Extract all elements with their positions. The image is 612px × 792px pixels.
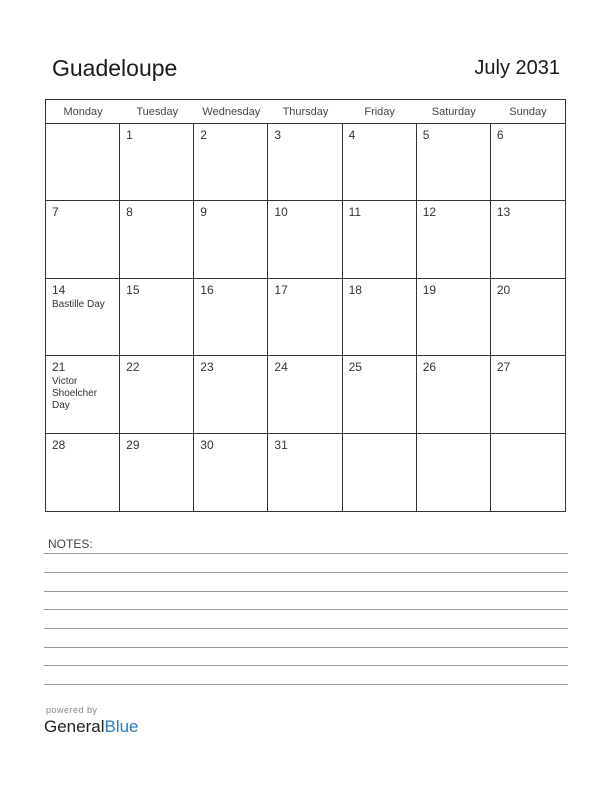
day-number: 21 [52,360,66,375]
day-cell [343,124,417,201]
brand-logo [44,717,139,737]
brand-general: General [44,717,105,736]
day-cell [194,201,268,278]
notes-line [44,684,568,685]
day-cell [491,279,565,356]
day-number: 31 [274,437,288,452]
day-number: 10 [274,205,288,220]
day-number: 15 [126,282,140,297]
day-cell [120,201,194,278]
day-cell [194,124,268,201]
day-number: 22 [126,360,140,375]
day-number: 16 [200,282,214,297]
brand-blue: Blue [104,717,139,736]
day-number: 12 [422,205,437,220]
day-number: 17 [274,282,288,297]
day-cell [46,356,120,433]
day-cell [417,279,491,356]
day-number: 4 [348,128,356,142]
calendar-title: Guadeloupe [52,55,178,81]
notes-line [44,553,568,554]
weekday-header: Monday [46,100,120,124]
day-cell [194,279,268,356]
day-cell [46,124,120,201]
day-cell [491,201,565,278]
day-cell [491,434,565,511]
day-number: 25 [348,360,362,375]
day-number: 20 [496,282,511,297]
notes-label: NOTES: [48,537,93,551]
day-cell [46,279,120,356]
notes-line [44,609,568,610]
day-cell [120,279,194,356]
day-number: 28 [52,437,66,452]
holiday-label: Victor Shoelcher Day [52,376,98,412]
weekday-header: Friday [343,100,417,124]
day-number: 2 [200,128,207,142]
day-number: 1 [126,128,133,142]
day-cell [268,124,342,201]
holiday-label: Bastille Day [52,298,105,310]
day-number: 11 [348,205,362,220]
day-cell [194,434,268,511]
day-cell [120,356,194,433]
day-cell [417,434,491,511]
notes-line [44,591,568,592]
day-cell [46,434,120,511]
weekday-header: Wednesday [194,100,268,124]
day-cell [46,201,120,278]
day-cell [343,201,417,278]
day-number: 13 [496,205,511,220]
day-cell [417,356,491,433]
notes-line [44,647,568,648]
day-cell [120,124,194,201]
day-number: 5 [422,128,430,142]
day-number: 27 [496,360,511,375]
weekday-header: Thursday [268,100,342,124]
powered-by-text: powered by [46,705,98,715]
day-number: 3 [274,128,282,142]
weekday-header: Saturday [417,100,491,124]
day-cell [194,356,268,433]
day-cell [268,356,342,433]
day-number: 7 [52,205,59,220]
weekday-header: Sunday [491,100,565,124]
weekday-header: Tuesday [120,100,194,124]
day-cell [491,356,565,433]
day-cell [120,434,194,511]
day-number: 30 [200,437,214,452]
day-cell [491,124,565,201]
day-number: 24 [274,360,288,375]
notes-line [44,665,568,666]
calendar-grid [45,99,566,512]
day-number: 18 [348,282,362,297]
day-number: 14 [52,282,66,297]
day-number: 26 [422,360,437,375]
day-cell [343,434,417,511]
calendar-month: July 2031 [474,57,560,79]
day-cell [268,279,342,356]
day-number: 19 [422,282,437,297]
day-cell [343,356,417,433]
day-number: 6 [496,128,504,142]
day-cell [417,124,491,201]
day-number: 29 [126,437,140,452]
day-number: 8 [126,205,133,220]
day-number: 23 [200,360,214,375]
notes-line [44,628,568,629]
day-cell [268,434,342,511]
notes-line [44,572,568,573]
day-cell [417,201,491,278]
day-cell [343,279,417,356]
day-number: 9 [200,205,207,220]
day-cell [268,201,342,278]
